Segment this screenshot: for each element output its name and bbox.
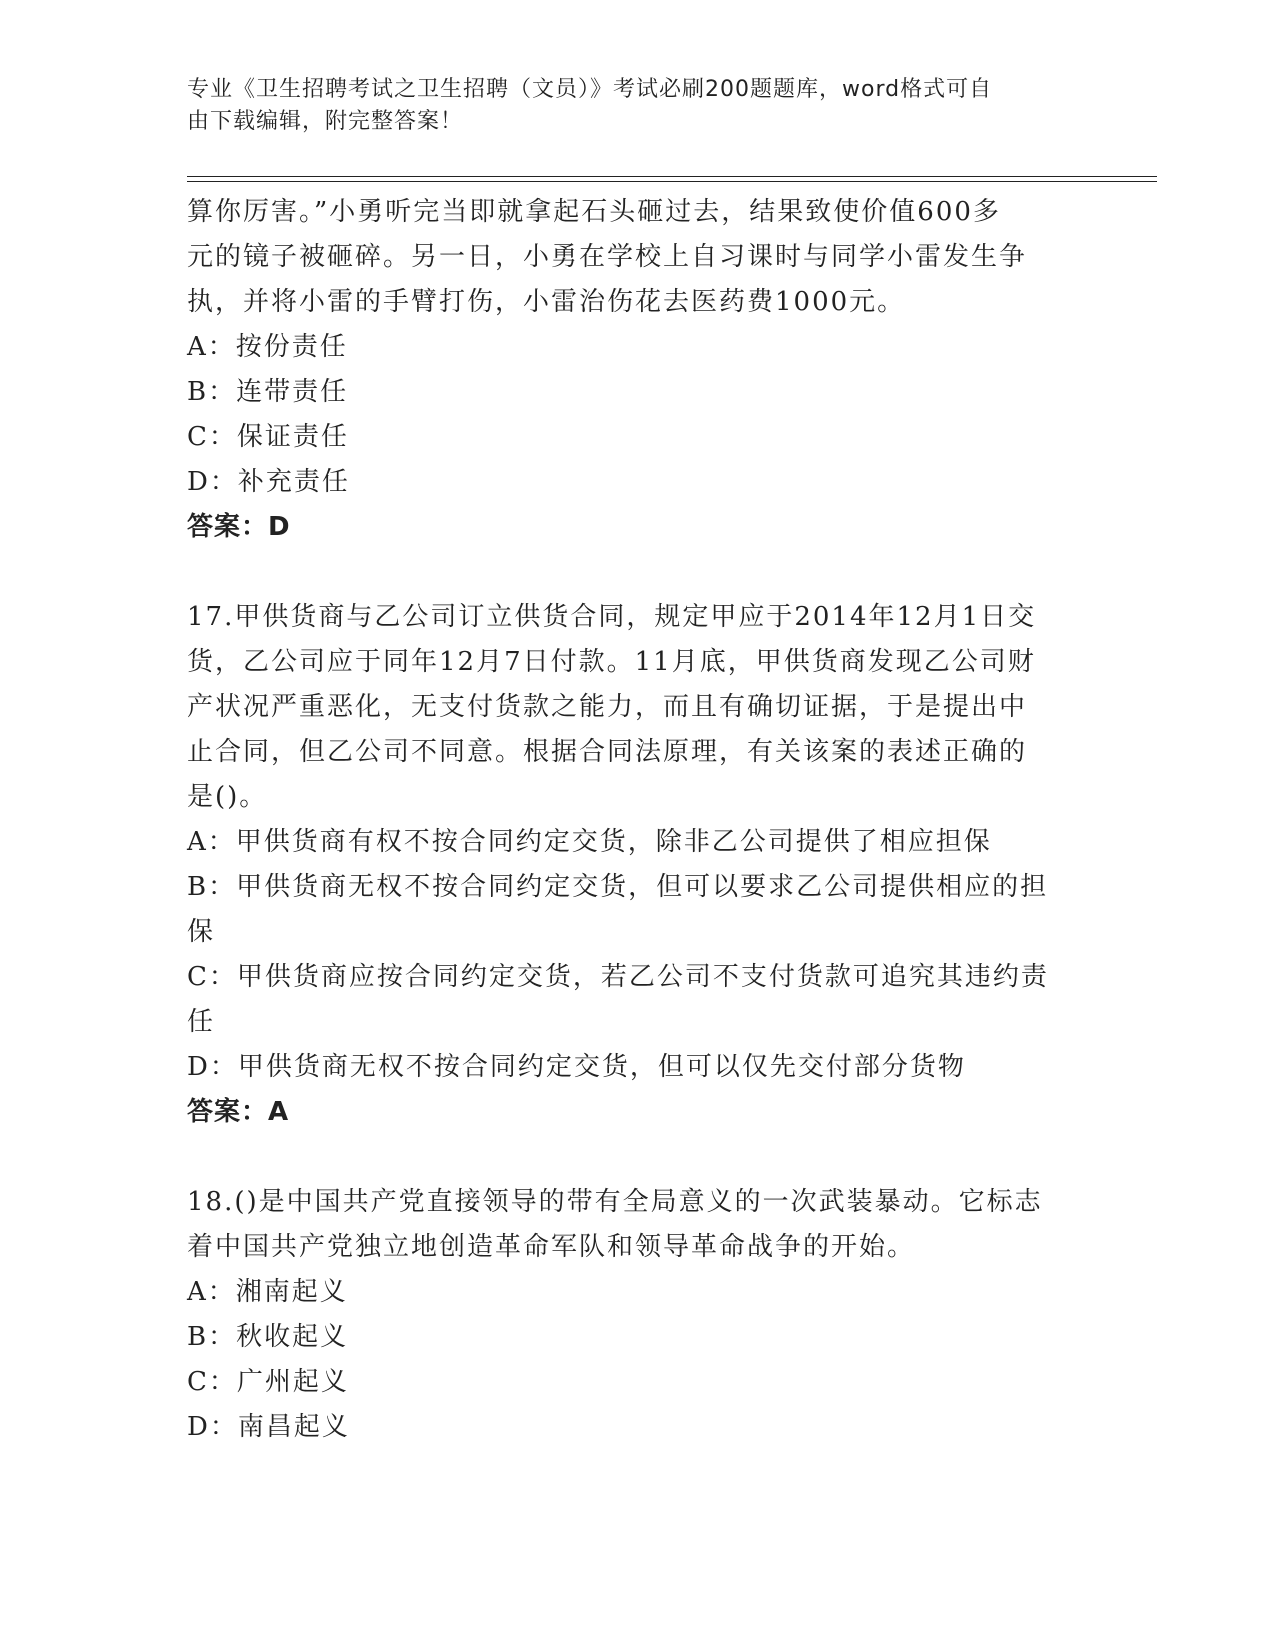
question-16 — [187, 190, 1077, 550]
document-header — [187, 74, 1067, 138]
document-body — [187, 190, 1077, 1450]
option-d: D：甲供货商无权不按合同约定交货，但可以仅先交付部分货物 — [187, 1052, 966, 1082]
header-rule-top — [187, 176, 1157, 177]
question-text-line: 着中国共产党独立地创造革命军队和领导革命战争的开始。 — [187, 1232, 916, 1262]
question-text-line: 是()。 — [187, 782, 268, 812]
question-text-line: 执，并将小雷的手臂打伤，小雷治伤花去医药费1000元。 — [187, 287, 906, 317]
question-text-line: 18.()是中国共产党直接领导的带有全局意义的一次武装暴动。它标志 — [187, 1187, 1043, 1217]
option-c: C：广州起义 — [187, 1367, 349, 1397]
option-b-continued: 保 — [187, 917, 216, 947]
spacer — [187, 550, 1077, 595]
question-text-line: 产状况严重恶化，无支付货款之能力，而且有确切证据，于是提出中 — [187, 692, 1028, 722]
question-text-line: 货，乙公司应于同年12月7日付款。11月底，甲供货商发现乙公司财 — [187, 647, 1036, 677]
answer: 答案：D — [187, 512, 291, 542]
question-text-line: 元的镜子被砸碎。另一日，小勇在学校上自习课时与同学小雷发生争 — [187, 242, 1028, 272]
question-18 — [187, 1180, 1077, 1450]
option-c: C：保证责任 — [187, 422, 349, 452]
option-c: C：甲供货商应按合同约定交货，若乙公司不支付货款可追究其违约责 — [187, 962, 1049, 992]
question-text-line: 算你厉害。”小勇听完当即就拿起石头砸过去，结果致使价值600多 — [187, 197, 1001, 227]
spacer — [187, 1135, 1077, 1180]
question-text-line: 止合同，但乙公司不同意。根据合同法原理，有关该案的表述正确的 — [187, 737, 1028, 767]
option-a: A：湘南起义 — [187, 1277, 348, 1307]
question-text-line: 17.甲供货商与乙公司订立供货合同，规定甲应于2014年12月1日交 — [187, 602, 1037, 632]
option-b: B：连带责任 — [187, 377, 349, 407]
option-b: B：秋收起义 — [187, 1322, 349, 1352]
question-17 — [187, 595, 1077, 1135]
header-line-1: 专业《卫生招聘考试之卫生招聘（文员）》考试必刷200题题库，word格式可自 — [187, 77, 993, 102]
option-d: D：补充责任 — [187, 467, 350, 497]
option-a: A：按份责任 — [187, 332, 348, 362]
option-d: D：南昌起义 — [187, 1412, 350, 1442]
option-a: A：甲供货商有权不按合同约定交货，除非乙公司提供了相应担保 — [187, 827, 992, 857]
header-rule-bottom — [187, 181, 1157, 182]
header-line-2: 由下载编辑，附完整答案！ — [187, 109, 464, 134]
option-c-continued: 任 — [187, 1007, 216, 1037]
option-b: B：甲供货商无权不按合同约定交货，但可以要求乙公司提供相应的担 — [187, 872, 1049, 902]
answer: 答案：A — [187, 1097, 290, 1127]
